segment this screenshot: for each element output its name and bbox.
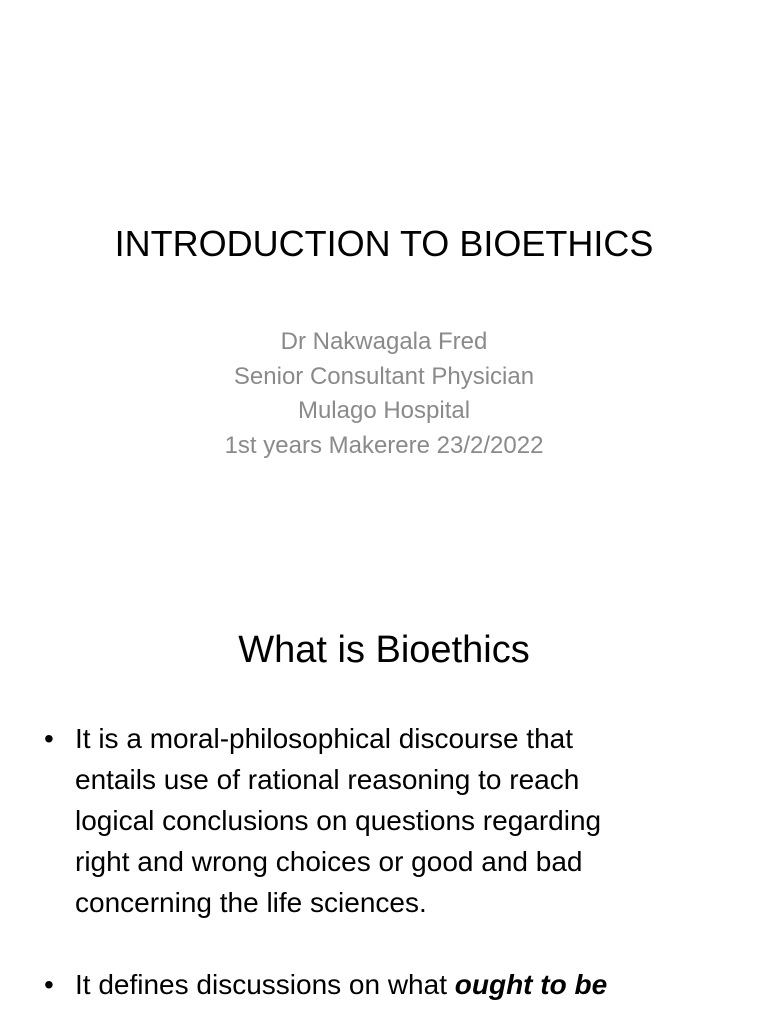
author-affiliation: Mulago Hospital xyxy=(297,397,471,424)
bullet-line: logical conclusions on questions regarding xyxy=(75,805,602,836)
bullet-list xyxy=(44,718,744,1005)
slide-subtitle xyxy=(0,325,768,463)
slide-title: INTRODUCTION TO BIOETHICS xyxy=(114,223,654,264)
author-role: Senior Consultant Physician xyxy=(233,362,535,390)
bullet-line: It is a moral-philosophical discourse that xyxy=(75,723,574,754)
bullet-line xyxy=(75,964,744,1005)
bullet-marker: • xyxy=(44,969,54,1000)
bullet-line: concerning the life sciences. xyxy=(75,887,427,918)
bullet-marker: • xyxy=(44,723,54,754)
content-slide xyxy=(0,576,768,1024)
bullet-line: entails use of rational reasoning to reach xyxy=(75,764,580,795)
bullet-text-plain: It defines discussions on what xyxy=(75,969,455,1000)
author-name: Dr Nakwagala Fred xyxy=(280,328,488,355)
bullet-line: right and wrong choices or good and bad xyxy=(75,846,583,877)
lecture-audience-date: 1st years Makerere 23/2/2022 xyxy=(224,431,544,459)
bullet-item xyxy=(44,964,744,1005)
content-slide-title: What is Bioethics xyxy=(238,629,530,671)
bullet-text-emphasis: ought to be xyxy=(454,969,608,1000)
bullet-item xyxy=(44,718,744,923)
